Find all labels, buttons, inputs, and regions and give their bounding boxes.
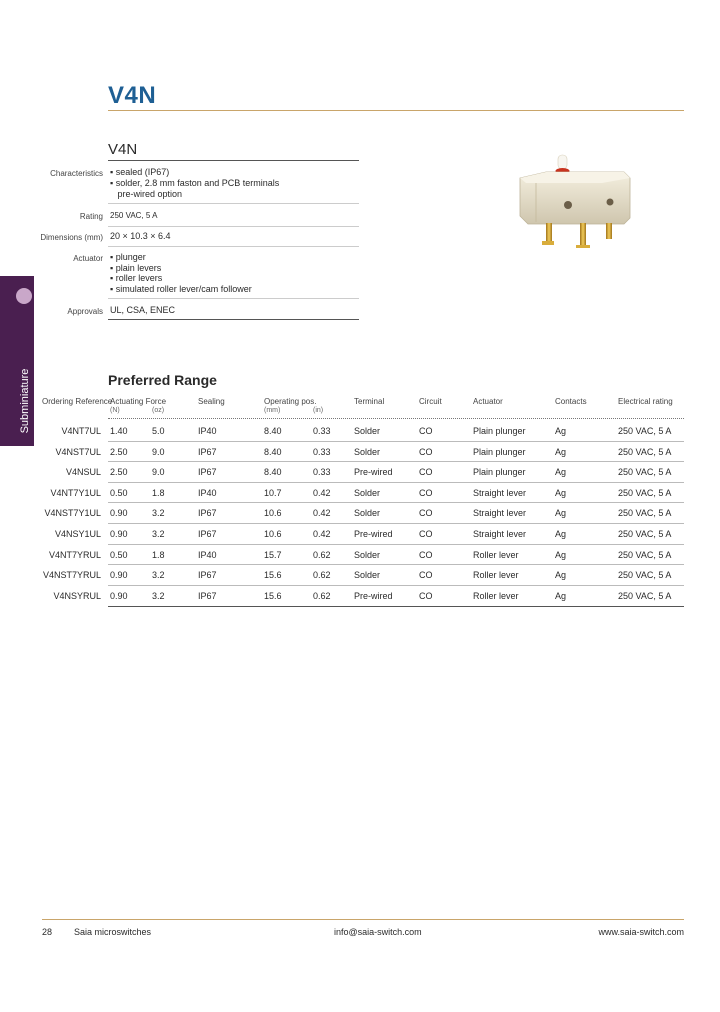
cell-terminal: Solder xyxy=(354,487,381,498)
unit-pos-mm: (mm) xyxy=(264,407,281,414)
header-sealing: Sealing xyxy=(198,397,225,406)
spec-separator xyxy=(108,298,359,299)
header-electrical-rating: Electrical rating xyxy=(618,397,673,406)
spec-value-rating: 250 VAC, 5 A xyxy=(110,211,158,220)
cell-pos-mm: 8.40 xyxy=(264,467,282,478)
cell-terminal: Pre-wired xyxy=(354,590,393,601)
cell-pos-in: 0.62 xyxy=(313,570,331,581)
cell-actuator: Roller lever xyxy=(473,570,519,581)
cell-force-n: 0.90 xyxy=(110,590,128,601)
range-rule-bottom xyxy=(108,606,684,607)
cell-actuator: Plain plunger xyxy=(473,467,526,478)
table-row xyxy=(0,565,720,586)
cell-force-oz: 9.0 xyxy=(152,446,165,457)
spec-value-approvals: UL, CSA, ENEC xyxy=(110,305,176,315)
cell-electrical-rating: 250 VAC, 5 A xyxy=(618,426,672,436)
cell-sealing: IP40 xyxy=(198,549,217,560)
cell-pos-in: 0.62 xyxy=(313,549,331,560)
cell-pos-mm: 8.40 xyxy=(264,426,282,436)
cell-actuator: Straight lever xyxy=(473,508,527,519)
cell-ordering-reference: V4NT7YRUL xyxy=(48,549,101,560)
cell-force-n: 0.50 xyxy=(110,487,128,498)
cell-contacts: Ag xyxy=(555,529,567,539)
cell-force-oz: 3.2 xyxy=(152,529,165,539)
header-terminal: Terminal xyxy=(354,397,385,406)
cell-pos-in: 0.62 xyxy=(313,590,331,601)
cell-actuator: Plain plunger xyxy=(473,446,526,457)
cell-pos-in: 0.42 xyxy=(313,508,331,519)
cell-pos-mm: 10.7 xyxy=(264,487,282,498)
spec-value-characteristics-2: ▪ solder, 2.8 mm faston and PCB terminals xyxy=(110,178,280,188)
cell-actuator: Roller lever xyxy=(473,590,519,601)
cell-contacts: Ag xyxy=(555,590,567,601)
cell-pos-mm: 10.6 xyxy=(264,529,282,539)
cell-ordering-reference: V4NSUL xyxy=(65,467,101,478)
cell-force-oz: 3.2 xyxy=(152,570,165,581)
unit-force-oz: (oz) xyxy=(152,407,165,414)
cell-pos-in: 0.33 xyxy=(313,446,331,457)
cell-force-n: 0.90 xyxy=(110,508,128,519)
table-row xyxy=(0,524,720,545)
cell-force-oz: 9.0 xyxy=(152,467,165,478)
spec-value-actuator-2: ▪ plain levers xyxy=(110,263,162,273)
cell-electrical-rating: 250 VAC, 5 A xyxy=(618,487,672,498)
cell-terminal: Pre-wired xyxy=(354,529,393,539)
cell-terminal: Solder xyxy=(354,426,381,436)
cell-actuator: Straight lever xyxy=(473,529,527,539)
table-row xyxy=(0,483,720,504)
cell-pos-mm: 15.7 xyxy=(264,549,282,560)
cell-electrical-rating: 250 VAC, 5 A xyxy=(618,529,672,539)
cell-terminal: Solder xyxy=(354,446,381,457)
unit-force-n: (N) xyxy=(110,407,120,414)
cell-pos-in: 0.33 xyxy=(313,467,331,478)
header-actuating-force: Actuating Force xyxy=(110,397,167,406)
cell-terminal: Solder xyxy=(354,508,381,519)
cell-terminal: Pre-wired xyxy=(354,467,393,478)
microswitch-product-image xyxy=(506,150,636,250)
spec-label-characteristics: Characteristics xyxy=(50,169,103,178)
cell-ordering-reference: V4NST7Y1UL xyxy=(44,508,101,519)
cell-ordering-reference: V4NSY1UL xyxy=(54,529,101,539)
cell-circuit: CO xyxy=(419,529,433,539)
spec-separator xyxy=(108,246,359,247)
cell-sealing: IP67 xyxy=(198,508,217,519)
cell-ordering-reference: V4NT7UL xyxy=(61,426,101,436)
cell-circuit: CO xyxy=(419,426,433,436)
footer-divider xyxy=(42,919,684,920)
header-actuator: Actuator xyxy=(473,397,503,406)
cell-circuit: CO xyxy=(419,487,433,498)
cell-force-oz: 1.8 xyxy=(152,549,165,560)
cell-electrical-rating: 250 VAC, 5 A xyxy=(618,549,672,560)
cell-force-n: 1.40 xyxy=(110,426,128,436)
cell-pos-mm: 10.6 xyxy=(264,508,282,519)
cell-force-n: 0.90 xyxy=(110,570,128,581)
side-tab-label: Subminiature xyxy=(19,368,31,434)
spec-rule-bottom xyxy=(108,319,359,320)
cell-ordering-reference: V4NST7UL xyxy=(55,446,101,457)
cell-contacts: Ag xyxy=(555,508,567,519)
cell-contacts: Ag xyxy=(555,446,567,457)
cell-sealing: IP40 xyxy=(198,487,217,498)
table-row xyxy=(0,586,720,607)
cell-sealing: IP40 xyxy=(198,426,217,436)
header-divider xyxy=(108,418,684,419)
cell-pos-in: 0.42 xyxy=(313,487,331,498)
cell-terminal: Solder xyxy=(354,549,381,560)
cell-actuator: Roller lever xyxy=(473,549,519,560)
page-title: V4N xyxy=(108,82,157,109)
cell-force-oz: 5.0 xyxy=(152,426,165,436)
table-row xyxy=(0,462,720,483)
cell-contacts: Ag xyxy=(555,570,567,581)
cell-ordering-reference: V4NST7YRUL xyxy=(42,570,101,581)
cell-contacts: Ag xyxy=(555,467,567,478)
cell-circuit: CO xyxy=(419,467,433,478)
table-row xyxy=(0,503,720,524)
cell-electrical-rating: 250 VAC, 5 A xyxy=(618,467,672,478)
cell-force-oz: 3.2 xyxy=(152,508,165,519)
cell-pos-in: 0.33 xyxy=(313,426,331,436)
range-title: Preferred Range xyxy=(108,372,217,388)
cell-circuit: CO xyxy=(419,446,433,457)
cell-circuit: CO xyxy=(419,549,433,560)
cell-sealing: IP67 xyxy=(198,446,217,457)
cell-sealing: IP67 xyxy=(198,467,217,478)
spec-label-rating: Rating xyxy=(79,212,103,221)
spec-value-actuator-1: ▪ plunger xyxy=(110,252,146,262)
cell-force-oz: 1.8 xyxy=(152,487,165,498)
spec-separator xyxy=(108,226,359,227)
cell-sealing: IP67 xyxy=(198,529,217,539)
cell-pos-mm: 8.40 xyxy=(264,446,282,457)
spec-label-approvals: Approvals xyxy=(67,307,103,316)
spec-separator xyxy=(108,203,359,204)
table-row xyxy=(0,442,720,463)
cell-ordering-reference: V4NT7Y1UL xyxy=(50,487,101,498)
cell-electrical-rating: 250 VAC, 5 A xyxy=(618,508,672,519)
cell-pos-mm: 15.6 xyxy=(264,570,282,581)
spec-value-dimensions: 20 × 10.3 × 6.4 xyxy=(110,231,171,241)
cell-contacts: Ag xyxy=(555,426,567,436)
cell-actuator: Straight lever xyxy=(473,487,527,498)
side-tab-dot-icon xyxy=(16,288,32,304)
spec-label-dimensions: Dimensions (mm) xyxy=(40,233,103,242)
unit-pos-in: (in) xyxy=(313,407,324,414)
spec-value-characteristics-3: pre-wired option xyxy=(110,189,183,199)
cell-force-n: 2.50 xyxy=(110,467,128,478)
footer-page-number: 28 xyxy=(42,927,53,937)
header-contacts: Contacts xyxy=(555,397,587,406)
cell-terminal: Solder xyxy=(354,570,381,581)
spec-title: V4N xyxy=(108,141,138,158)
cell-circuit: CO xyxy=(419,590,433,601)
spec-value-actuator-3: ▪ roller levers xyxy=(110,273,163,283)
cell-electrical-rating: 250 VAC, 5 A xyxy=(618,570,672,581)
footer-website-link[interactable]: www.saia-switch.com xyxy=(598,927,684,937)
cell-circuit: CO xyxy=(419,508,433,519)
cell-force-n: 0.50 xyxy=(110,549,128,560)
spec-value-characteristics-1: ▪ sealed (IP67) xyxy=(110,167,170,177)
cell-circuit: CO xyxy=(419,570,433,581)
title-divider xyxy=(108,110,684,111)
footer-email-link[interactable]: info@saia-switch.com xyxy=(334,927,422,937)
cell-ordering-reference: V4NSYRUL xyxy=(53,590,101,601)
header-circuit: Circuit xyxy=(419,397,442,406)
header-ordering-reference: Ordering Reference xyxy=(42,397,113,406)
cell-pos-in: 0.42 xyxy=(313,529,331,539)
cell-contacts: Ag xyxy=(555,549,567,560)
cell-sealing: IP67 xyxy=(198,570,217,581)
spec-rule-top xyxy=(108,160,359,161)
header-operating-pos: Operating pos. xyxy=(264,397,317,406)
table-row xyxy=(0,421,720,442)
cell-pos-mm: 15.6 xyxy=(264,590,282,601)
cell-force-n: 2.50 xyxy=(110,446,128,457)
cell-force-n: 0.90 xyxy=(110,529,128,539)
cell-contacts: Ag xyxy=(555,487,567,498)
cell-force-oz: 3.2 xyxy=(152,590,165,601)
cell-sealing: IP67 xyxy=(198,590,217,601)
cell-electrical-rating: 250 VAC, 5 A xyxy=(618,590,672,601)
table-row xyxy=(0,545,720,566)
footer-brand: Saia microswitches xyxy=(74,927,152,937)
cell-actuator: Plain plunger xyxy=(473,426,526,436)
spec-label-actuator: Actuator xyxy=(73,254,103,263)
spec-value-actuator-4: ▪ simulated roller lever/cam follower xyxy=(110,284,252,294)
cell-electrical-rating: 250 VAC, 5 A xyxy=(618,446,672,457)
